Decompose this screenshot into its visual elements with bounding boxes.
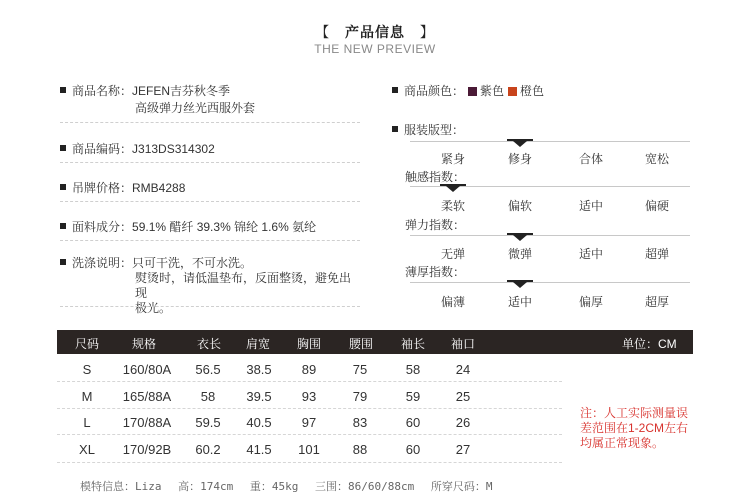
cell-spec: 170/88A (122, 415, 172, 430)
fit-scale-bar (410, 141, 690, 142)
product-wash-label: 洗涤说明： (72, 256, 133, 270)
stretch-scale-marker (513, 235, 527, 241)
product-colors-row (392, 82, 544, 99)
feel-option-2: 偏软 (507, 199, 532, 213)
divider (60, 240, 360, 241)
bullet-square-icon (392, 126, 398, 132)
fit-scale-label-row (392, 121, 464, 138)
product-price-row (60, 179, 360, 196)
col-header-size: 尺码 (75, 337, 100, 351)
model-label: 模特信息：Liza (80, 480, 162, 493)
cell-sleeve: 60 (405, 442, 421, 457)
cell-cuff: 27 (455, 442, 471, 457)
fit-scale-marker (513, 141, 527, 147)
divider (60, 201, 360, 202)
product-wash-line2: 熨烫时，请低温垫布，反面整烫，避免出现 (135, 271, 352, 300)
col-header-shoulder: 肩宽 (246, 337, 271, 351)
product-name-line1: JEFEN吉芬秋冬季 (132, 84, 231, 98)
note-line1: 注：人工实际测量误 (580, 406, 689, 420)
bullet-square-icon (60, 259, 66, 265)
color-swatch-purple (468, 87, 477, 96)
product-name-row (60, 82, 360, 116)
divider (60, 306, 360, 307)
fit-option-4: 宽松 (644, 152, 669, 166)
product-fabric-label: 面料成分： (72, 220, 133, 234)
product-fabric-row (60, 218, 360, 235)
col-header-length: 衣长 (197, 337, 222, 351)
product-wash-line3: 极光。 (135, 301, 172, 315)
model-weight: 重：45kg (249, 480, 299, 493)
col-header-sleeve: 袖长 (401, 337, 426, 351)
feel-option-3: 适中 (578, 199, 603, 213)
cell-chest: 89 (301, 362, 317, 377)
cell-waist: 83 (352, 415, 368, 430)
cell-shoulder: 39.5 (246, 389, 272, 404)
measurement-note (580, 406, 690, 451)
row-divider (57, 408, 562, 409)
row-divider (57, 381, 562, 382)
product-code-value: J313DS314302 (132, 142, 215, 156)
cell-size: XL (79, 442, 95, 457)
cell-cuff: 24 (455, 362, 471, 377)
feel-option-4: 偏硬 (644, 199, 669, 213)
product-price-label: 吊牌价格： (72, 181, 133, 195)
cell-shoulder: 40.5 (246, 415, 272, 430)
bullet-square-icon (392, 87, 398, 93)
product-fabric-value: 59.1% 醋纤 39.3% 锦纶 1.6% 氨纶 (132, 220, 317, 234)
thickness-option-4: 超厚 (644, 295, 669, 309)
stretch-option-4: 超弹 (644, 247, 669, 261)
stretch-scale-label: 弹力指数： (405, 218, 466, 232)
fit-option-1: 紧身 (440, 152, 465, 166)
bullet-square-icon (60, 223, 66, 229)
product-name-label: 商品名称： (72, 84, 133, 98)
product-colors-label: 商品颜色： (404, 84, 465, 98)
section-subtitle: THE NEW PREVIEW (314, 42, 436, 56)
model-size: 所穿尺码：M (430, 480, 493, 493)
cell-cuff: 25 (455, 389, 471, 404)
col-header-cuff: 袖口 (451, 337, 476, 351)
thickness-scale-marker (513, 282, 527, 288)
cell-length: 56.5 (195, 362, 221, 377)
bullet-square-icon (60, 145, 66, 151)
cell-shoulder: 41.5 (246, 442, 272, 457)
cell-length: 59.5 (195, 415, 221, 430)
note-line3: 均属正常现象。 (580, 436, 665, 450)
title-bracket-right: 】 (419, 24, 435, 40)
cell-shoulder: 38.5 (246, 362, 272, 377)
cell-spec: 170/92B (122, 442, 172, 457)
cell-chest: 97 (301, 415, 317, 430)
product-wash-row (60, 256, 360, 316)
model-measurements: 三围：86/60/88cm (315, 480, 415, 493)
divider (60, 122, 360, 123)
row-divider (57, 462, 562, 463)
cell-sleeve: 59 (405, 389, 421, 404)
color-name-orange: 橙色 (520, 84, 545, 98)
fit-option-2: 修身 (507, 152, 532, 166)
color-swatch-orange (508, 87, 517, 96)
cell-size: L (83, 415, 91, 430)
cell-length: 60.2 (195, 442, 221, 457)
product-code-row (60, 140, 360, 157)
stretch-option-1: 无弹 (440, 247, 465, 261)
cell-sleeve: 58 (405, 362, 421, 377)
stretch-option-2: 微弹 (507, 247, 532, 261)
feel-scale-marker (446, 186, 460, 192)
cell-size: M (81, 389, 93, 404)
col-header-chest: 胸围 (297, 337, 322, 351)
cell-waist: 88 (352, 442, 368, 457)
product-code-label: 商品编码： (72, 142, 133, 156)
stretch-scale-bar (410, 235, 690, 236)
title-text: 产品信息 (345, 24, 405, 40)
unit-label: 单位：CM (622, 337, 677, 351)
feel-scale-label: 触感指数： (405, 170, 466, 184)
cell-chest: 93 (301, 389, 317, 404)
model-info (80, 478, 502, 494)
cell-spec: 165/88A (122, 389, 172, 404)
bullet-square-icon (60, 184, 66, 190)
col-header-waist: 腰围 (349, 337, 374, 351)
product-name-line2: 高级弹力丝光西服外套 (135, 101, 256, 115)
note-line2: 差范围在1-2CM左右 (580, 421, 689, 435)
cell-chest: 101 (298, 442, 320, 457)
cell-cuff: 26 (455, 415, 471, 430)
cell-waist: 75 (352, 362, 368, 377)
col-header-spec: 规格 (132, 337, 157, 351)
thickness-option-3: 偏厚 (578, 295, 603, 309)
cell-sleeve: 60 (405, 415, 421, 430)
row-divider (57, 434, 562, 435)
fit-scale-label: 服装版型： (404, 123, 465, 137)
divider (60, 162, 360, 163)
model-height: 高：174cm (178, 480, 234, 493)
feel-option-1: 柔软 (440, 199, 465, 213)
thickness-option-1: 偏薄 (440, 295, 465, 309)
cell-waist: 79 (352, 389, 368, 404)
fit-option-3: 合体 (578, 152, 603, 166)
cell-length: 58 (200, 389, 216, 404)
section-title (0, 22, 750, 42)
product-wash-line1: 只可干洗，不可水洗。 (132, 256, 253, 270)
thickness-scale-bar (410, 282, 690, 283)
cell-size: S (82, 362, 92, 377)
size-table-header (57, 330, 693, 354)
cell-spec: 160/80A (122, 362, 172, 377)
bullet-square-icon (60, 87, 66, 93)
thickness-scale-label: 薄厚指数： (405, 265, 466, 279)
thickness-option-2: 适中 (507, 295, 532, 309)
title-bracket-left: 【 (315, 24, 331, 40)
product-price-value: RMB4288 (132, 181, 186, 195)
color-name-purple: 紫色 (480, 84, 505, 98)
stretch-option-3: 适中 (578, 247, 603, 261)
